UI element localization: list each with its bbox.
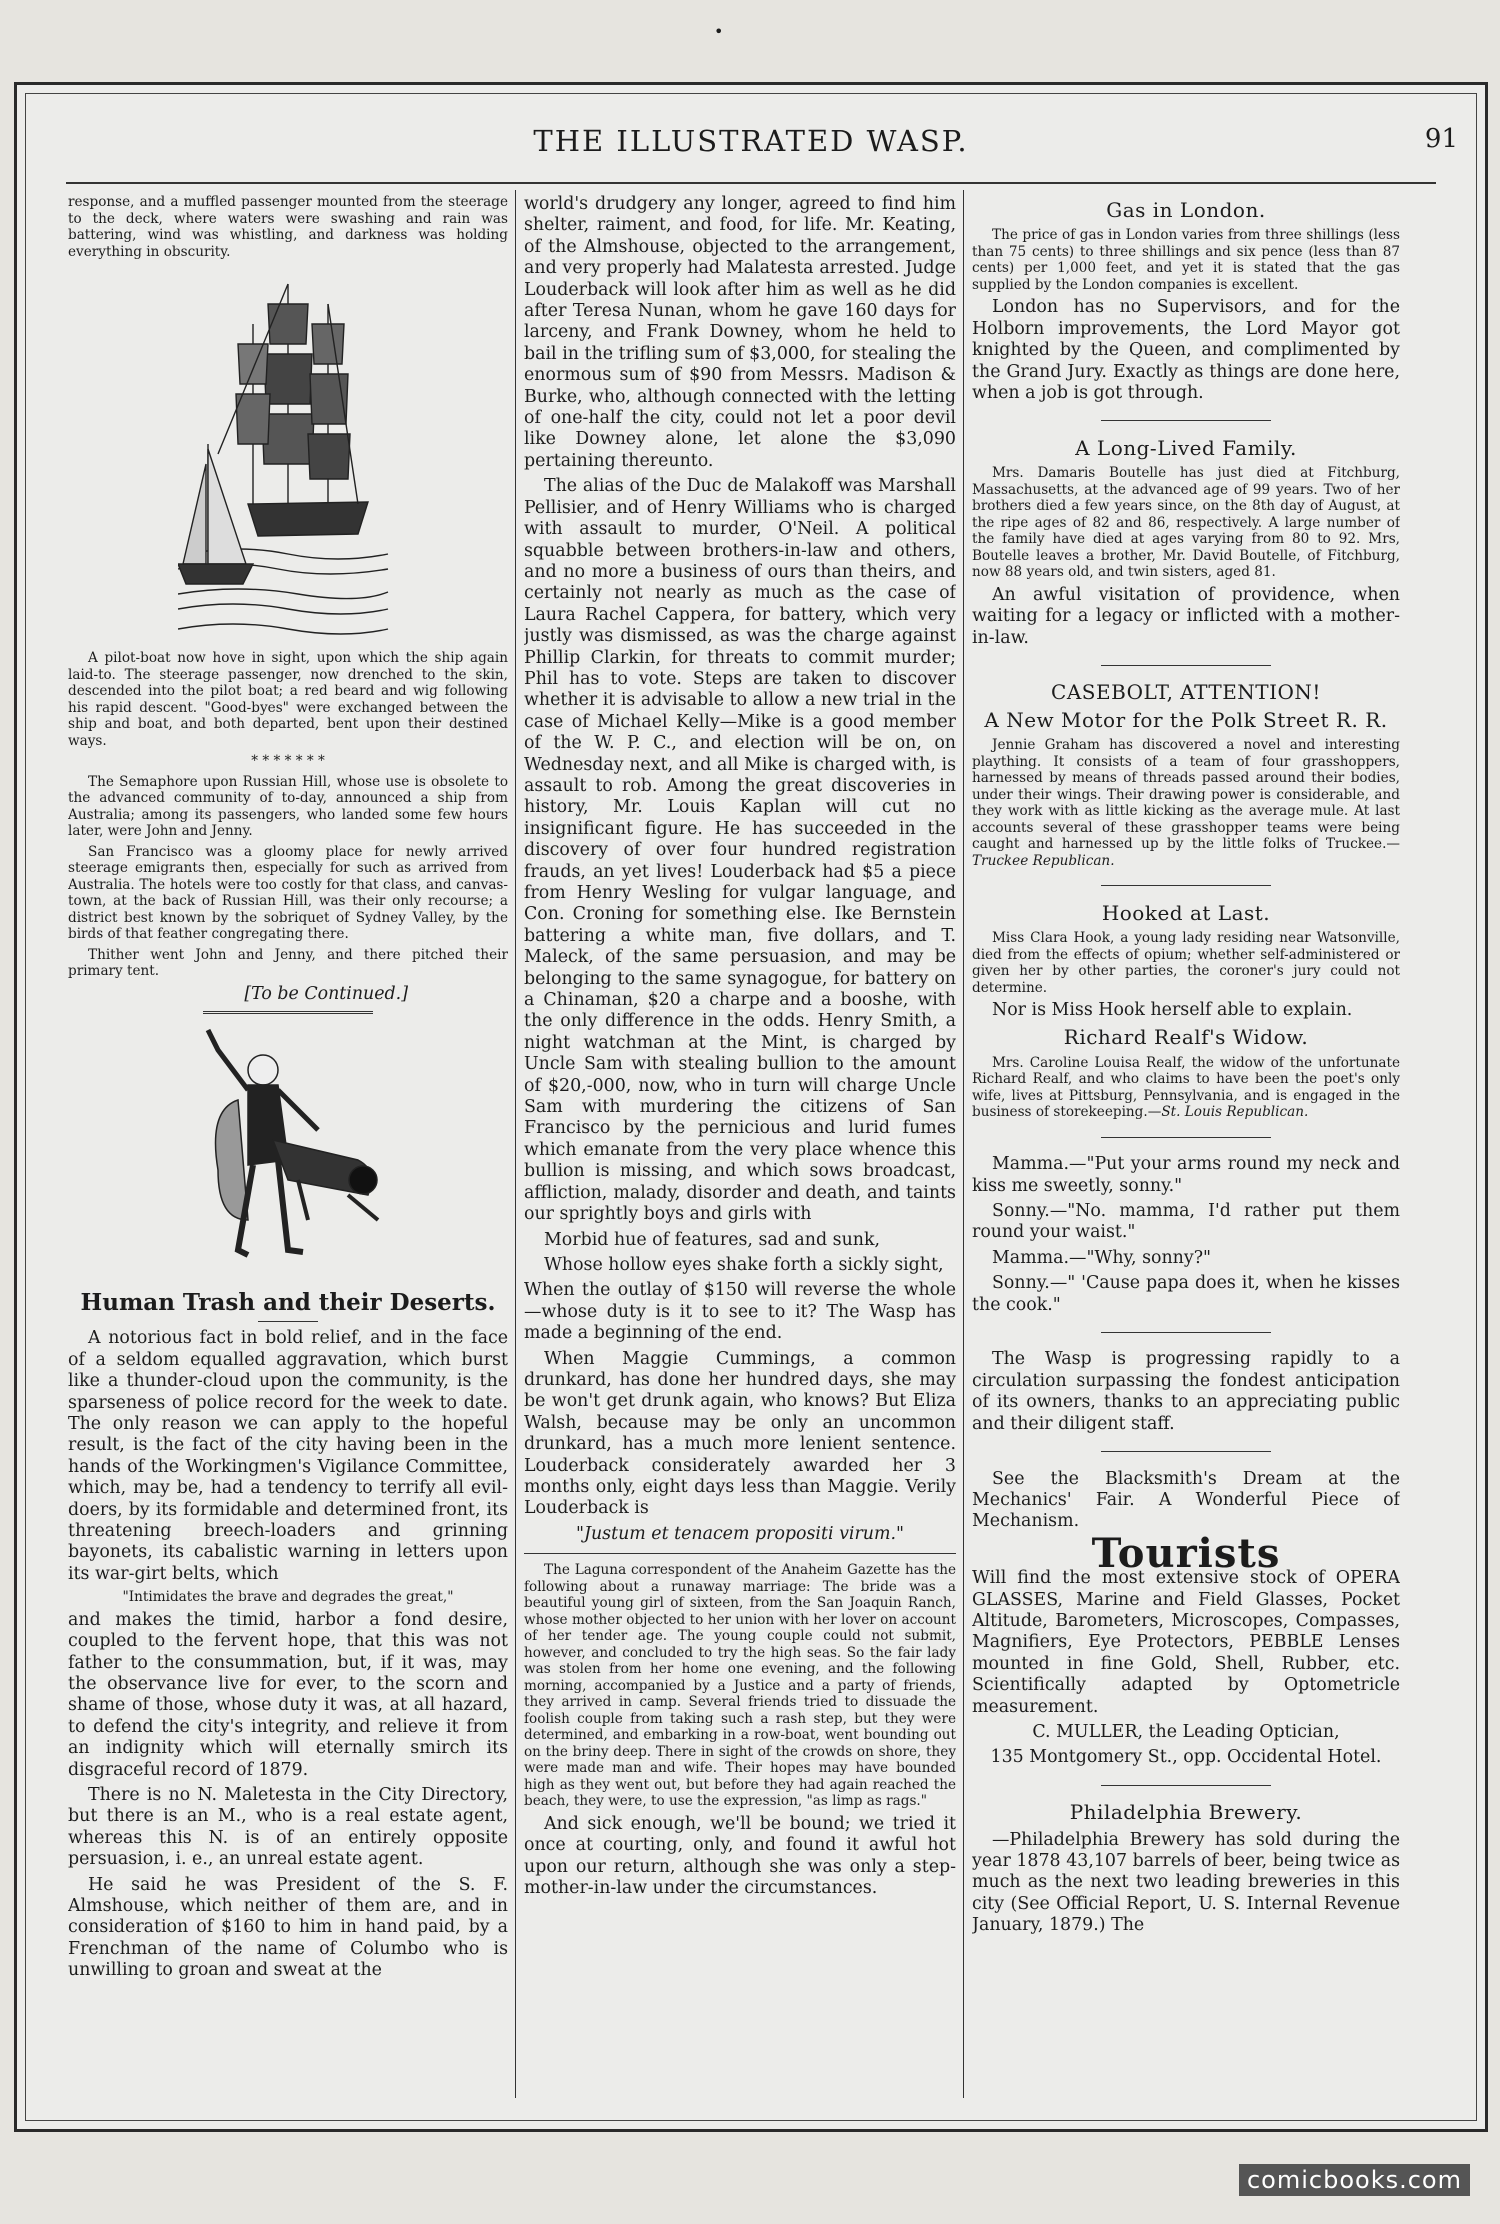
column-3 (972, 194, 1400, 2102)
article-heading: CASEBOLT, ATTENTION! (1051, 680, 1321, 705)
paragraph-text: Jennie Graham has discovered a novel and interesting plaything. It consists of a team of four grasshoppers, harnessed by means of threads passed around their bodies, under their wings. Their drawing power is considerable, and they work with as little kicking as the average mule. At last accounts several of these grasshopper teams were being caught and harnessed up by the little folks of Truckee.— (972, 737, 1400, 853)
paragraph: world's drudgery any longer, agreed to find him shelter, raiment, and food, for life. Mr. Keating, of the Almshouse, objected to the arrangement, and very properly had Malatesta arrested. Judge Louderback will look after him as well as he did after Teresa Nunan, whom he gave 160 days for larceny, and Frank Downey, whom he held to bail in the trifling sum of $3,000, for stealing the enormous sum of $90 from Messrs. Madison & Burke, who, although connected with the letting of one-half the city, could not let a poor devil like Downey alone, let alone the $3,090 pertaining thereunto. (524, 194, 956, 471)
paragraph: The alias of the Duc de Malakoff was Marshall Pellisier, and of Henry Williams who is charged with assault to murder, O'Neil. A political squabble between brothers-in-law and others, and no more a business of ours than theirs, and certainly not nearly as much as the case of Laura Rachel Cappera, for battery, which very justly was dismissed, as was the charge against Phillip Clarkin, for threats to commit murder; Phil has to vote. Steps are taken to discover whether it is advisable to allow a new trial in the case of Michael Kelly—Mike is a good member of the W. P. C., and election will be on, on Wednesday next, and all Mike is charged with, is assault to rob. Among the great discoveries in history, Mr. Louis Kaplan will cut no insignificant figure. He has succeeded in the discovery of over four hundred registration frauds, an yet lives! Louderback had $5 a piece from Henry Wesling for vulgar language, and Con. Croning for something else. Ike Bernstein battering a white man, five dollars, and T. Maleck, of the same persuasion, and may be belonging to the same synagogue, for battery on a Chinaman, $20 a charpe and a booshe, with the only difference in the odds. Henry Smith, a night watchman at the Mint, is charged by Uncle Sam with stealing bullion to the amount of $20,-000, now, who in turn will charge Uncle Sam with murdering the citizens of San Francisco by the pernicious and lurid fumes which emanate from the very place whence this bullion is missing, and which sows broadcast, affliction, malady, disorder and death, and taints our sprightly boys and girls with (524, 476, 956, 1225)
paragraph: There is no N. Maletesta in the City Directory, but there is an M., who is a real estate agent, whereas this N. is of an entirely opposite persuasion, i. e., an unreal estate agent. (68, 1784, 508, 1870)
paragraph: Miss Clara Hook, a young lady residing near Watsonville, died from the effects of opium; whether self-administered or given her by other parties, the coroner's jury could not determine. (972, 930, 1400, 996)
source-credit: Truckee Republican. (972, 852, 1115, 869)
ornament-divider (972, 1441, 1400, 1462)
paragraph: The price of gas in London varies from three shillings (less than 75 cents) to three shillings and six pence (less than 87 cents) per 1,000 feet, and yet it is stated that the gas supplied by the London companies is excellent. (972, 227, 1400, 293)
advertisement-title: Tourists (1091, 1529, 1281, 1577)
advertisement-signature: C. MULLER, the Leading Optician, (1032, 1721, 1340, 1742)
site-watermark: comicbooks.com (1239, 2164, 1470, 2196)
heading-rule (258, 1321, 318, 1322)
column-divider (963, 190, 964, 2098)
dialogue-line: Mamma.—"Why, sonny?" (992, 1247, 1212, 1268)
paragraph: See the Blacksmith's Dream at the Mechanics' Fair. A Wonderful Piece of Mechanism. (972, 1468, 1400, 1532)
verse-line: Whose hollow eyes shake forth a sickly sight, (544, 1254, 944, 1275)
paragraph: The Semaphore upon Russian Hill, whose use is obsolete to the advanced community of to-day, announced a ship from Australia; among its passengers, who landed some few hours later, were John and Jenny. (68, 773, 508, 839)
paragraph: An awful visitation of providence, when waiting for a legacy or inflicted with a mother-in-law. (972, 584, 1400, 648)
section-stars: * * * * * * * (251, 753, 325, 769)
paragraph (972, 1055, 1400, 1121)
paragraph: A pilot-boat now hove in sight, upon which the ship again laid-to. The steerage passenger, now drenched to the skin, descended into the pilot boat; a red beard and wig following his rapid descent. "Good-byes" were exchanged between the ship and boat, and both departed, bent upon their destined ways. (68, 650, 508, 749)
ink-dot: • (714, 22, 724, 41)
latin-quote: "Justum et tenacem propositi virum." (575, 1523, 904, 1544)
ornament-divider (972, 655, 1400, 676)
ornament-divider (972, 1127, 1400, 1148)
newspaper-page (14, 82, 1488, 2132)
section-divider (203, 1011, 373, 1014)
ship-illustration (178, 264, 398, 644)
masthead-title: THE ILLUSTRATED WASP. (533, 124, 969, 158)
dialogue-line: Mamma.—"Put your arms round my neck and kiss me sweetly, sonny." (972, 1154, 1400, 1196)
header-rule (66, 182, 1436, 184)
article-subheading: A New Motor for the Polk Street R. R. (984, 707, 1388, 732)
article-heading: Gas in London. (1106, 198, 1266, 222)
paragraph: The Laguna correspondent of the Anaheim Gazette has the following about a runaway marriage: The bride was a beautiful young girl of sixteen, from the San Joaquin Ranch, whose mother objected to her union with her lover on account of her tender age. The young couple could not submit, however, and concluded to try the high seas. So the fair lady was stolen from her home one evening, and the following morning, accompanied by a Justice and a party of friends, they arrived in camp. Several friends tried to dissuade the foolish couple from taking such a rash step, but they were determined, and embarking in a row-boat, went bounding out on the briny deep. There in sight of the crowds on shore, they were made man and wife. Their hopes may have bounded high as they went out, but before they had again reached the beach, they were, to use the expression, "as limp as rags." (524, 1562, 956, 1810)
article-heading: A Long-Lived Family. (1075, 435, 1297, 460)
paragraph: Thither went John and Jenny, and there pitched their primary tent. (68, 946, 508, 979)
ornament-divider (972, 1322, 1400, 1343)
ornament-divider (972, 1775, 1400, 1796)
paragraph: Nor is Miss Hook herself able to explain. (992, 1000, 1353, 1020)
dialogue-line: Sonny.—" 'Cause papa does it, when he kisses the cook." (972, 1273, 1400, 1315)
paragraph: And sick enough, we'll be bound; we tried it once at courting, only, and found it awful hot upon our return, although she was only a step-mother-in-law under the circumstances. (524, 1813, 956, 1898)
ornament-divider (972, 875, 1400, 896)
paragraph: and makes the timid, harbor a fond desire, coupled to the fervent hope, that this was not father to the consummation, but, if it was, may the observance live for ever, to the scorn and shame of those, whose duty it was, at all hazard, to defend the city's integrity, and relieve it from an indignity which will eternally smirch its disgraceful record of 1879. (68, 1609, 508, 1780)
pull-quote: "Intimidates the brave and degrades the great," (122, 1589, 454, 1606)
article-heading: Human Trash and their Deserts. (80, 1288, 496, 1316)
ornament-divider (972, 410, 1400, 431)
verse-line: Morbid hue of features, sad and sunk, (544, 1229, 881, 1250)
paragraph: —Philadelphia Brewery has sold during the year 1878 43,107 barrels of beer, being twice as much as the next two leading breweries in this city (See Official Report, U. S. Internal Revenue January, 1879.) The (972, 1829, 1400, 1936)
article-heading: Philadelphia Brewery. (1069, 1800, 1303, 1825)
column-2 (524, 194, 956, 2102)
source-credit: St. Louis Republican. (1161, 1104, 1309, 1121)
advertisement-address: 135 Montgomery St., opp. Occidental Hotel. (990, 1747, 1382, 1768)
page-number: 91 (1424, 124, 1458, 154)
paragraph: When the outlay of $150 will reverse the whole—whose duty is it to see to it? The Wasp has made a beginning of the end. (524, 1280, 956, 1344)
paragraph: London has no Supervisors, and for the Holborn improvements, the Lord Mayor got knighted by the Queen, and complimented by the Grand Jury. Exactly as things are done here, when a job is got through. (972, 297, 1400, 404)
article-heading: Hooked at Last. (1101, 900, 1271, 925)
cartoon-spanking-illustration (178, 1020, 398, 1280)
dialogue-line: Sonny.—"No. mamma, I'd rather put them round your waist." (972, 1201, 1400, 1243)
continued-note: [To be Continued.] (244, 983, 408, 1004)
paragraph: When Maggie Cummings, a common drunkard, has done her hundred days, she may be won't get drunk again, who knows? But Eliza Walsh, because may be only an uncommon drunkard, has a much more lenient sentence. Louderback considerately awarded her 3 months only, eight days less than Maggie. Verily Louderback is (524, 1348, 956, 1519)
paragraph-text: Mrs. Caroline Louisa Realf, the widow of the unfortunate Richard Realf, and who claims to have been the poet's only wife, lives at Pittsburg, Pennsylvania, and is engaged in the business of storekeeping.— (972, 1054, 1400, 1121)
paragraph: response, and a muffled passenger mounted from the steerage to the deck, where waters were swashing and rain was battering, wind was whistling, and darkness was holding everything in obscurity. (68, 194, 508, 260)
column-divider (515, 190, 516, 2098)
advertisement-body: Will find the most extensive stock of OPERA GLASSES, Marine and Field Glasses, Pocket Altitude, Barometers, Microscopes, Compasses, Magnifiers, Eye Protectors, PEBBLE Lenses mounted in fine Gold, Shell, Rubber, etc. Scientifically adapted by Optometricle measurement. (972, 1568, 1400, 1717)
paragraph: The Wasp is progressing rapidly to a circulation surpassing the fondest anticipation of its owners, thanks to an appreciating public and their diligent staff. (972, 1349, 1400, 1434)
paragraph: San Francisco was a gloomy place for newly arrived steerage emigrants then, especially for such as arrived from Australia. The hotels were too costly for that class, and canvas-town, at the back of Russian Hill, was their only recourse; a district best known by the sobriquet of Sydney Valley, by the birds of that feather congregating there. (68, 843, 508, 942)
section-divider (524, 1553, 956, 1554)
paragraph: He said he was President of the S. F. Almshouse, which neither of them are, and in consideration of $160 to him in hand paid, by a Frenchman of the name of Columbo who is unwilling to groan and sweat at the (68, 1874, 508, 1981)
page-border (25, 93, 1477, 2121)
column-1 (68, 194, 508, 2102)
paragraph: Mrs. Damaris Boutelle has just died at Fitchburg, Massachusetts, at the advanced age of 99 years. Two of her brothers died a few years since, on the 8th day of August, at the ripe ages of 82 and 86, respectively. A large number of the family have died at ages varying from 80 to 92. Mrs, Boutelle leaves a brother, Mr. David Boutelle, of Fitchburg, now 88 years old, and twin sisters, aged 81. (972, 465, 1400, 581)
paragraph: A notorious fact in bold relief, and in the face of a seldom equalled aggravation, which burst like a thunder-cloud upon the community, is the sparseness of police record for the week to date. The only reason we can apply to the hopeful result, is the fact of the city having been in the hands of the Workingmen's Vigilance Committee, which, may be, had a tendency to terrify all evil-doers, by its formidable and determined front, its threatening breech-loaders and grinning bayonets, its cabalistic warning in letters upon its war-girt belts, which (68, 1328, 508, 1584)
article-heading: Richard Realf's Widow. (1063, 1025, 1309, 1050)
paragraph (972, 737, 1400, 869)
